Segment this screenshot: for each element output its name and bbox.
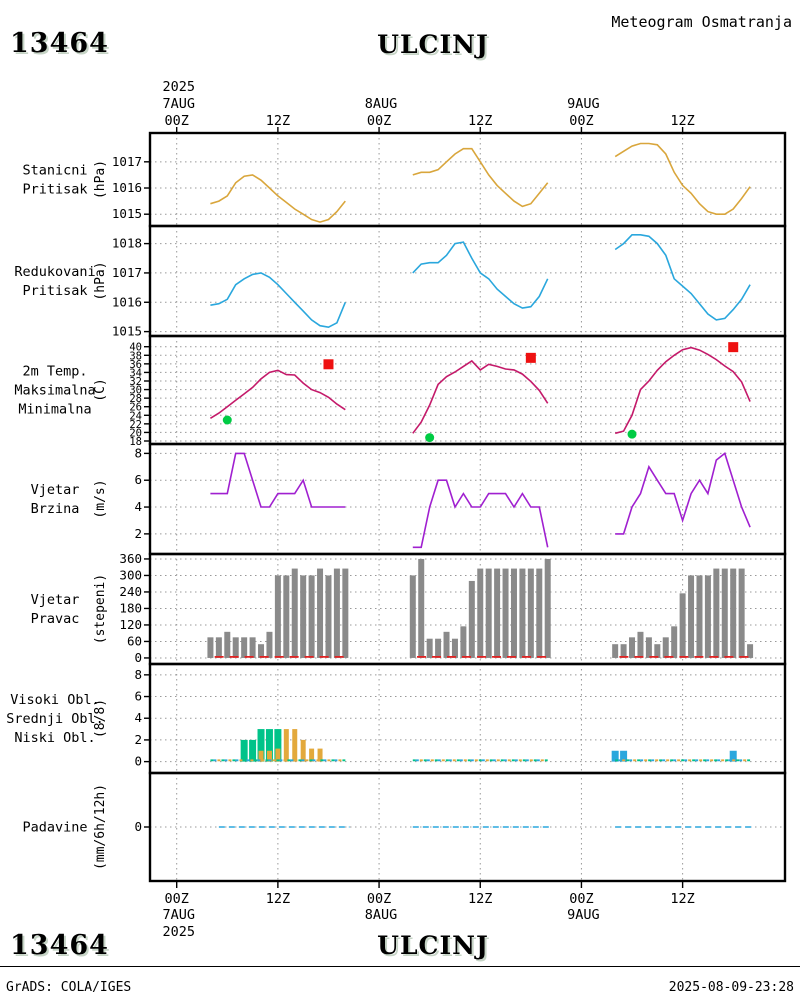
svg-text:12Z: 12Z	[468, 891, 493, 907]
svg-text:00Z: 00Z	[164, 113, 189, 129]
svg-text:(hPa): (hPa)	[93, 261, 108, 301]
svg-text:12Z: 12Z	[265, 891, 291, 907]
page-title-bottom: ULCINJ	[377, 931, 489, 960]
svg-text:40: 40	[129, 341, 142, 354]
svg-text:120: 120	[119, 616, 142, 632]
svg-text:38: 38	[129, 350, 142, 363]
svg-text:0: 0	[134, 819, 142, 834]
svg-text:2: 2	[134, 525, 142, 541]
svg-text:1016: 1016	[111, 180, 142, 196]
svg-text:4: 4	[134, 499, 142, 515]
svg-text:180: 180	[119, 600, 142, 616]
svg-text:2: 2	[134, 731, 142, 747]
panel-oblacnost	[6, 664, 785, 773]
svg-text:360: 360	[119, 550, 142, 566]
svg-text:(8/8): (8/8)	[93, 698, 108, 739]
svg-text:Niski Obl.: Niski Obl.	[14, 730, 96, 746]
render-timestamp: 2025-08-09-23:28	[668, 980, 794, 995]
svg-text:Visoki Obl.: Visoki Obl.	[10, 692, 100, 708]
svg-text:00Z: 00Z	[366, 891, 392, 907]
grads-credit: GrADS: COLA/IGES	[6, 980, 132, 995]
svg-text:60: 60	[126, 633, 142, 649]
svg-text:2m Temp.: 2m Temp.	[22, 363, 88, 380]
svg-text:34: 34	[129, 367, 142, 380]
svg-text:1015: 1015	[111, 323, 142, 339]
panel-vjetar-brzina	[31, 444, 785, 554]
svg-text:24: 24	[129, 410, 142, 423]
svg-text:12Z: 12Z	[265, 113, 291, 129]
svg-text:Minimalna: Minimalna	[18, 401, 92, 418]
svg-text:1017: 1017	[111, 264, 142, 280]
svg-text:1016: 1016	[111, 294, 142, 310]
svg-text:(mm/6h/12h): (mm/6h/12h)	[93, 783, 108, 871]
svg-text:20: 20	[129, 427, 142, 440]
svg-text:240: 240	[119, 583, 142, 599]
panel-stanicni-pritisak	[22, 133, 785, 226]
svg-text:2025: 2025	[162, 924, 195, 940]
svg-text:28: 28	[129, 393, 142, 406]
svg-text:8AUG: 8AUG	[364, 907, 398, 923]
svg-text:9AUG: 9AUG	[567, 907, 600, 923]
svg-text:7AUG: 7AUG	[162, 96, 195, 112]
svg-text:1015: 1015	[111, 206, 142, 222]
svg-text:(m/s): (m/s)	[93, 479, 108, 519]
svg-text:32: 32	[129, 376, 142, 388]
svg-text:Srednji Obl.: Srednji Obl.	[6, 711, 104, 727]
svg-text:0: 0	[134, 753, 142, 769]
svg-text:Vjetar: Vjetar	[30, 592, 80, 608]
svg-text:0: 0	[134, 649, 142, 665]
panel-vjetar-pravac	[31, 551, 785, 665]
corner-title: Meteogram Osmatranja	[611, 13, 792, 31]
svg-text:Brzina: Brzina	[30, 501, 80, 517]
svg-text:1017: 1017	[111, 153, 142, 169]
footer-divider	[0, 966, 800, 967]
svg-text:(C): (C)	[93, 378, 108, 402]
svg-text:6: 6	[134, 688, 142, 704]
svg-text:22: 22	[129, 418, 142, 431]
svg-text:1018: 1018	[111, 235, 142, 251]
svg-text:8AUG: 8AUG	[364, 96, 398, 112]
panel-padavine	[22, 773, 785, 881]
svg-text:Pritisak: Pritisak	[22, 181, 88, 198]
page-title-top: ULCINJ	[377, 30, 489, 59]
station-id-bottom: 13464	[10, 930, 109, 961]
svg-text:Redukovani: Redukovani	[14, 264, 96, 280]
svg-text:00Z: 00Z	[164, 891, 189, 907]
svg-text:00Z: 00Z	[569, 891, 594, 907]
svg-text:26: 26	[129, 401, 142, 414]
svg-text:8: 8	[134, 666, 142, 682]
svg-text:Stanicni: Stanicni	[22, 162, 88, 179]
svg-text:12Z: 12Z	[468, 113, 493, 129]
svg-text:4: 4	[134, 710, 142, 726]
svg-text:7AUG: 7AUG	[162, 907, 195, 923]
svg-text:Padavine: Padavine	[22, 819, 88, 836]
svg-text:8: 8	[134, 445, 142, 461]
svg-text:Pravac: Pravac	[30, 611, 80, 627]
svg-text:12Z: 12Z	[670, 113, 695, 129]
svg-text:00Z: 00Z	[366, 113, 392, 129]
svg-text:(hPa): (hPa)	[93, 159, 108, 200]
svg-text:2025: 2025	[162, 79, 195, 95]
svg-text:00Z: 00Z	[569, 113, 594, 129]
panel-temperatura-2m	[14, 336, 785, 448]
svg-text:30: 30	[129, 384, 142, 397]
svg-text:300: 300	[119, 567, 142, 583]
svg-text:Pritisak: Pritisak	[22, 283, 88, 299]
svg-text:18: 18	[129, 436, 142, 448]
station-id-top: 13464	[10, 28, 109, 59]
svg-text:(stepeni): (stepeni)	[93, 573, 108, 645]
svg-text:36: 36	[129, 358, 142, 371]
svg-text:Vjetar: Vjetar	[30, 482, 80, 498]
panel-redukovani-pritisak	[14, 226, 785, 339]
svg-text:Maksimalna: Maksimalna	[14, 382, 96, 399]
svg-text:12Z: 12Z	[670, 891, 695, 907]
svg-text:9AUG: 9AUG	[567, 96, 600, 112]
svg-text:6: 6	[134, 472, 142, 488]
